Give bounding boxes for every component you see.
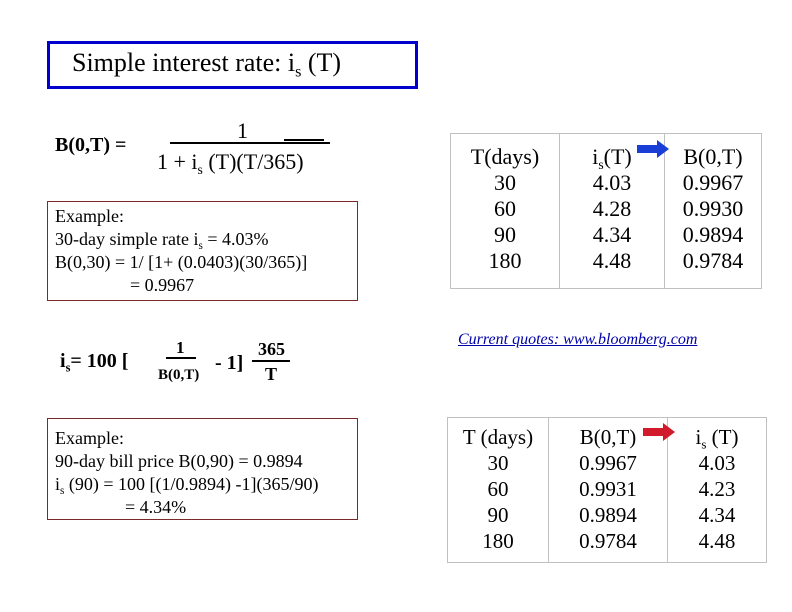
table2-cell: 4.23 — [698, 477, 736, 501]
table1-cell: 30 — [494, 170, 516, 195]
table2-col-days — [448, 418, 549, 563]
table2-cell: 4.34 — [698, 503, 736, 527]
table1-col-price — [665, 134, 762, 289]
table1-cell: 180 — [488, 248, 522, 273]
table2-cell: 90 — [487, 503, 509, 527]
rate-formula-exp-num: 365 — [258, 339, 285, 359]
rate-formula-exp-den: T — [265, 364, 278, 384]
bond-price-lhs: B(0,T) = — [55, 134, 127, 156]
table1-cell: 60 — [494, 196, 516, 221]
rates-table-1 — [450, 133, 762, 289]
table1-cell: 4.28 — [592, 196, 632, 221]
table1-header-rate: $i_s(T)$ — [592, 144, 632, 172]
rate-formula-frac-num: 1 — [176, 338, 185, 357]
table2-cell: 0.9967 — [579, 451, 637, 475]
table2-header-rate: $i_s$ (T) — [695, 425, 739, 452]
page-title: Simple interest rate: $i_s$ (T) — [72, 48, 342, 81]
table1-cell: 0.9930 — [682, 196, 744, 221]
table2-col-rate — [668, 418, 767, 563]
example1-rate: 30-day simple rate $i_s = 4.03\%$ — [55, 229, 269, 252]
table2-cell: 30 — [487, 451, 509, 475]
table2-header-price: B(0,T) — [579, 425, 637, 449]
table1-header-days: T(days) — [470, 144, 540, 169]
rate-formula-lhs: $i_s= 100$ [ — [60, 350, 129, 375]
table2-cell: 0.9931 — [579, 477, 637, 501]
formula-denominator: $1 + i_s$ (T)(T/365) — [157, 149, 304, 177]
table2-cell: 4.48 — [698, 529, 736, 553]
table2-cell: 0.9894 — [579, 503, 637, 527]
table1-cell: 4.34 — [592, 222, 632, 247]
table2-cell: 180 — [482, 529, 514, 553]
rate-formula-frac-den: B(0,T) — [158, 367, 200, 383]
example2-price: 90-day bill price B(0,90) = 0.9894 — [55, 451, 303, 471]
table2-cell: 60 — [487, 477, 509, 501]
rates-table-2 — [447, 417, 767, 563]
table1-cell: 4.03 — [592, 170, 632, 195]
bloomberg-quotes-link[interactable]: Current quotes: www.bloomberg.com — [458, 331, 698, 348]
example1-result: = 0.9967 — [130, 275, 195, 295]
table1-cell: 90 — [494, 222, 516, 247]
table2-header-days: T (days) — [462, 425, 534, 449]
example1-calc: B(0,30) = 1/ [1+ (0.0403)(30/365)] — [55, 252, 308, 272]
rate-formula-mid: - 1] — [215, 352, 244, 374]
fraction-bar-accent — [284, 139, 324, 141]
example2-heading: Example: — [55, 428, 124, 448]
rate-formula-exp-bar — [252, 360, 290, 362]
table2-cell: 4.03 — [698, 451, 736, 475]
table1-cell: 4.48 — [592, 248, 632, 273]
table2-cell: 0.9784 — [579, 529, 637, 553]
example2-result: = 4.34% — [125, 497, 187, 517]
table1-cell: 0.9967 — [682, 170, 744, 195]
table1-col-days — [451, 134, 560, 289]
arrow-right-icon — [643, 423, 677, 441]
table1-cell: 0.9894 — [682, 222, 744, 247]
example2-calc: $i_s$ (90) = 100 [(1/0.9894) -1](365/90) — [55, 474, 319, 497]
example1-heading: Example: — [55, 206, 124, 226]
formula-numerator: 1 — [237, 118, 248, 143]
table1-header-price: B(0,T) — [683, 144, 743, 169]
table1-cell: 0.9784 — [682, 248, 744, 273]
rate-formula-frac-bar — [166, 357, 196, 359]
arrow-right-icon — [637, 140, 671, 158]
fraction-bar — [170, 142, 330, 144]
